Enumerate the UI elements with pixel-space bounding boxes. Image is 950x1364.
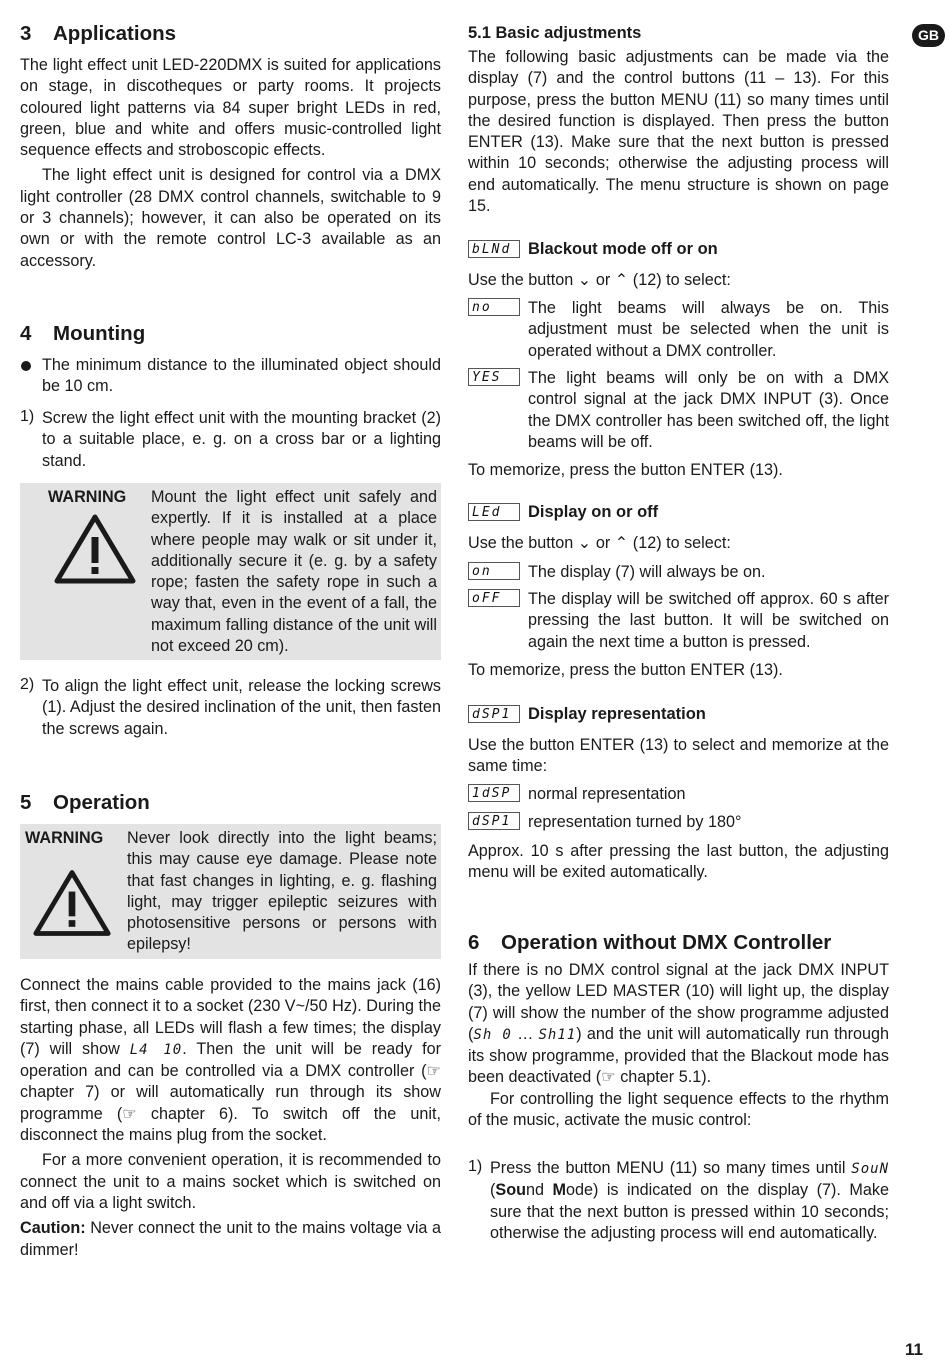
lcd-inline: SouN [851,1161,889,1177]
s3-paragraph-2: The light effect unit is designed for control via a DMX light controller (28 DMX control channels, switchable to 9 or 3 channels); however, it can also be operated on its own or with the remote control LC-3 available as an accessory. [20,166,441,270]
section-5-1-heading: 5.1 Basic adjustments [468,24,642,42]
lcd-display: YES [468,368,520,386]
representation-note: Approx. 10 s after pressing the last button, the adjusting menu will be exited automatically. [468,842,889,882]
lcd-display: bLNd [468,240,520,258]
section-6-heading: 6 Operation without DMX Controller [468,931,832,954]
blackout-memorize: To memorize, press the button ENTER (13). [468,461,783,479]
mounting-step-1: 1) Screw the light effect unit with the mounting bracket (2) to a suitable place, e. g. on a cross bar or a lighting stand. [20,408,441,470]
representation-select: Use the button ENTER (13) to select and memorize at the same time: [468,736,889,776]
lcd-display: oFF [468,589,520,607]
mounting-step-2: 2) To align the light effect unit, release the locking screws (1). Adjust the desired inclination of the unit, then fasten the screws again. [20,676,441,738]
lcd-display: 1dSP [468,784,520,802]
s5-paragraph-2: For a more convenient operation, it is recommended to connect the unit to a mains socket which is switched on and off via a light switch. [20,1151,441,1212]
warning-triangle-icon [53,513,137,585]
section-4-heading: 4 Mounting [20,322,146,345]
s3-paragraph-1: The light effect unit LED-220DMX is suited for applications on stage, in discotheques or party rooms. It projects coloured light patterns via 84 super bright LEDs in red, green, blue and white and offers music-controlled light sequence effects and stroboscopic effects. [20,56,441,160]
warning-text: Never look directly into the light beams; this may cause eye damage. Please note that fast changes in lighting, e. g. flashing light, may trigger epileptic seizures with photosensitive persons or persons with epilepsy! [127,829,437,954]
bullet-dot [21,361,31,371]
caution-paragraph: Caution: Never connect the unit to the mains voltage via a dimmer! [20,1219,441,1259]
lcd-display: no [468,298,520,316]
lcd-display: LEd [468,503,520,521]
language-badge: GB [912,24,945,47]
lcd-inline: Sh 0 [473,1026,512,1043]
warning-label: WARNING [25,829,104,847]
s6-step-1: 1) Press the button MENU (11) so many times until SouN (Sound Mode) is indicated on the display (7). Make sure that the next button is pressed within 10 seconds; otherwise the adjusting process will end automatically. [468,1158,889,1242]
mounting-warning-box [20,483,441,660]
lcd-display: dSP1 [468,812,520,830]
blackout-select: Use the button ⌄ or ⌃ (12) to select: [468,271,731,289]
page-number: 11 [905,1340,923,1359]
display-memorize: To memorize, press the button ENTER (13). [468,661,783,679]
s51-intro: The following basic adjustments can be made via the display (7) and the control buttons (11 – 13). For this purpose, press the button MENU (11) so many times until the desired function is displayed. Then press the button ENTER (13). Make sure that the next button is pressed within 10 seconds; otherwise the adjusting process will end automatically. The menu structure is shown on page 15. [468,48,889,216]
warning-text: Mount the light effect unit safely and expertly. If it is installed at a place where people may walk or sit under it, additionally secure it (e. g. by a safety rope; fasten the safety rope in such a way that, even in the event of a fall, the maximum falling distance of the unit will not exceed 20 cm). [151,488,437,656]
lcd-display: dSP1 [468,705,520,723]
lcd-inline: Sh11 [538,1026,577,1043]
operation-warning-box [20,824,441,959]
s6-paragraph-2: For controlling the light sequence effects to the rhythm of the music, activate the music control: [468,1089,889,1130]
lcd-display: on [468,562,520,580]
s5-paragraph-1: Connect the mains cable provided to the mains jack (16) first, then connect it to a socket (230 V~/50 Hz). During the starting phase, all LEDs will flash a few times; the display (7) will show L4 10. Then the unit will be ready for operation and can be controlled via a DMX controller (☞ chapter 7) or will automatically run through its show programme (☞ chapter 6). To switch off the unit, disconnect the mains plug from the socket. [20,976,441,1145]
s6-paragraph-1: If there is no DMX control signal at the jack DMX INPUT (3), the yellow LED MASTER (10) will light up, the display (7) will show the number of the show programme adjusted (Sh 0 … Sh11) and the unit will automatically run through its show programme, provided that the Blackout mode has been deactivated (☞ chapter 5.1). [468,961,890,1087]
section-5-heading: 5 Operation [20,791,150,814]
display-select: Use the button ⌄ or ⌃ (12) to select: [468,534,731,552]
mounting-bullet: The minimum distance to the illuminated object should be 10 cm. [20,355,441,398]
warning-label: WARNING [48,488,127,506]
section-3-heading: 3 Applications [20,22,177,45]
lcd-inline: L4 10 [129,1041,183,1058]
warning-triangle-icon [32,868,112,938]
